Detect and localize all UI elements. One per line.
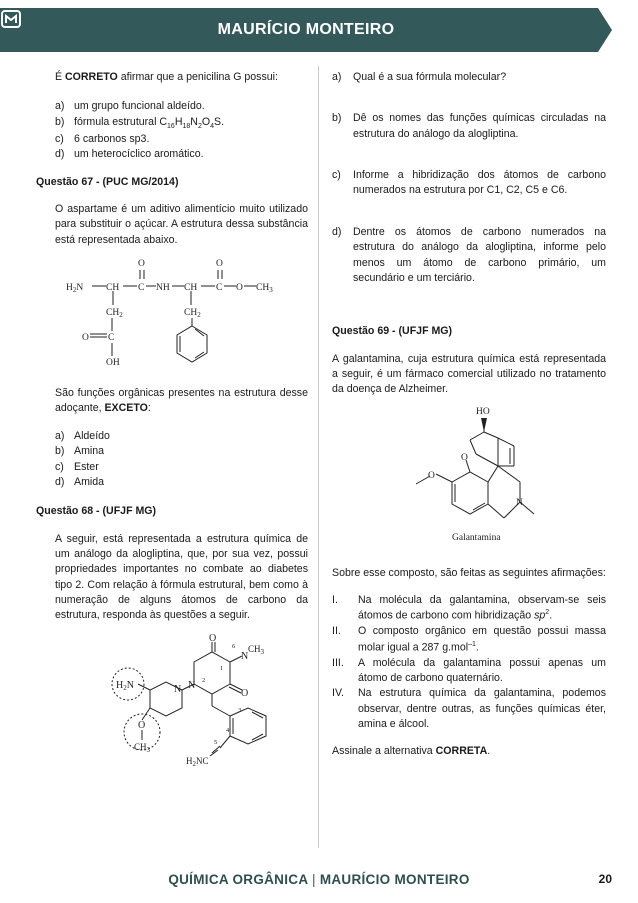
brand-logo-icon xyxy=(0,8,22,30)
q67-text: O aspartame é um aditivo alimentício muito utilizado para substituir o açúcar. A estrutura dessa substância está representada abaixo. xyxy=(55,203,308,246)
svg-text:Galantamina: Galantamina xyxy=(452,532,501,543)
q68-text: A seguir, está representada a estrutura química de um análogo da alogliptina, que, por sua vez, possui propriedades importantes no combate ao diabetes tipo 2. Com relação à fórmula estrutural, bem como à numeração de alguns átomos de carbono da estrutura, responda às questões a seguir. xyxy=(55,532,308,622)
svg-text:O: O xyxy=(82,333,89,344)
q69-item-iv: IV. Na estrutura química da galantamina, podemos observar, dentre outras, as funções químicas éter, amina e álcool. xyxy=(332,687,606,730)
svg-text:2: 2 xyxy=(202,676,206,684)
column-divider xyxy=(318,66,319,848)
q68-item-b: b) Dê os nomes das funções químicas circuladas na estrutura do análogo da alogliptina. xyxy=(332,112,606,140)
q68-title: Questão 68 - (UFJF MG) xyxy=(36,505,157,518)
q66-option-d: d) um heterocíclico aromático. xyxy=(55,148,204,161)
svg-text:O: O xyxy=(236,283,243,294)
brand xyxy=(0,8,612,52)
q66-intro: É CORRETO afirmar que a penicilina G possui: xyxy=(55,71,278,83)
svg-text:C: C xyxy=(138,283,145,294)
footer-title xyxy=(0,870,638,890)
q67-option-b: b) Amina xyxy=(55,445,105,458)
svg-text:N: N xyxy=(174,683,182,695)
page-footer xyxy=(0,870,638,890)
svg-text:O: O xyxy=(209,632,217,644)
svg-text:H2N: $H_2N$ xyxy=(116,679,134,692)
q67-option-d: d) Amida xyxy=(55,475,105,488)
q68-item-d: d) Dentre os átomos de carbono numerados na estrutura do análogo da alogliptina, informe pelo menos um átomo de carbono primário, um secundário e um terciário. xyxy=(332,225,606,284)
svg-text:C: C xyxy=(216,283,223,294)
svg-text:O: O xyxy=(138,259,145,270)
q66-option-a: a) um grupo funcional aldeído. xyxy=(55,100,205,113)
svg-text:1: 1 xyxy=(220,664,224,672)
q67-option-a: a) Aldeído xyxy=(55,429,110,442)
q69-item-iii: III. A molécula da galantamina possui apenas um átomo de carbono quaternário. xyxy=(332,656,606,684)
q69-intro: Sobre esse composto, são feitas as seguintes afirmações: xyxy=(332,566,606,579)
svg-text:CH2: $CH_2$ xyxy=(106,308,123,320)
q66-option-b: b) fórmula estrutural $C_{16}H_{18}N_2O_4S$. xyxy=(55,115,225,130)
q69-question: Assinale a alternativa CORRETA. xyxy=(332,745,491,758)
svg-text:N: N xyxy=(516,497,523,508)
q67-option-c: c) Ester xyxy=(55,460,99,473)
svg-text:5: 5 xyxy=(214,738,218,746)
right-column xyxy=(332,62,606,760)
svg-text:CH3: $CH_3$ xyxy=(248,643,265,656)
page-header xyxy=(0,8,612,52)
aspartame-h2n: $H_2N$ xyxy=(66,283,84,295)
q67-question: São funções orgânicas presentes na estrutura desse adoçante, EXCETO: xyxy=(55,387,308,415)
svg-text:CH3: $CH_3$ xyxy=(256,283,273,295)
svg-text:O: O xyxy=(241,687,249,699)
q69-title: Questão 69 - (UFJF MG) xyxy=(332,325,453,338)
q69-text: A galantamina, cuja estrutura química está representada a seguir, é um fármaco comercial utilizado no tratamento da doença de Alzheimer. xyxy=(332,352,606,396)
svg-text:6: 6 xyxy=(232,642,236,650)
q69-item-ii: II. O composto orgânico em questão possui massa molar igual a 287 g.mol$^{-1}$. xyxy=(332,625,606,654)
svg-text:O: O xyxy=(138,719,146,731)
q67-options xyxy=(36,429,308,490)
svg-text:O: O xyxy=(216,259,223,270)
brand-name: MAURÍCIO MONTEIRO xyxy=(217,21,395,39)
svg-text:CH: CH xyxy=(106,283,120,294)
svg-text:CH3: $CH_3$ xyxy=(134,741,151,754)
svg-text:CH2: $CH_2$ xyxy=(184,308,201,320)
svg-text:N: N xyxy=(188,679,196,691)
svg-text:HO: HO xyxy=(476,406,490,417)
q69-items xyxy=(332,593,606,732)
q68-item-a: a) Qual é a sua fórmula molecular? xyxy=(332,71,507,83)
svg-text:O: O xyxy=(461,452,468,463)
footer-author: MAURÍCIO MONTEIRO xyxy=(319,872,470,887)
svg-text:C: C xyxy=(108,333,115,344)
alogliptin-analog-structure xyxy=(102,632,302,768)
q68-item-c: c) Informe a hibridização dos átomos de carbono numerados na estrutura por C1, C2, C5 e C6. xyxy=(332,169,606,197)
footer-subject: QUÍMICA ORGÂNICA xyxy=(168,872,308,887)
svg-text:CH: CH xyxy=(184,283,198,294)
footer-separator: | xyxy=(311,872,316,887)
svg-text:4: 4 xyxy=(226,726,230,734)
q66-option-c: c) 6 carbonos sp3. xyxy=(55,132,150,145)
q66-options xyxy=(36,99,308,162)
aspartame-structure xyxy=(60,254,300,378)
svg-text:3: 3 xyxy=(238,706,242,714)
galantamine-structure xyxy=(394,404,594,554)
svg-text:OH: OH xyxy=(106,358,120,369)
q69-item-i: I. Na molécula da galantamina, observam-se seis átomos de carbono com hibridização $sp^2$. xyxy=(332,594,606,622)
svg-text:O: O xyxy=(428,470,435,481)
left-column xyxy=(36,62,308,768)
svg-text:H2NC: $H_2NC$ xyxy=(186,755,209,768)
page-number: 20 xyxy=(598,872,612,886)
svg-text:N: N xyxy=(241,650,249,662)
q67-title: Questão 67 - (PUC MG/2014) xyxy=(36,175,179,188)
svg-text:NH: NH xyxy=(156,283,170,294)
